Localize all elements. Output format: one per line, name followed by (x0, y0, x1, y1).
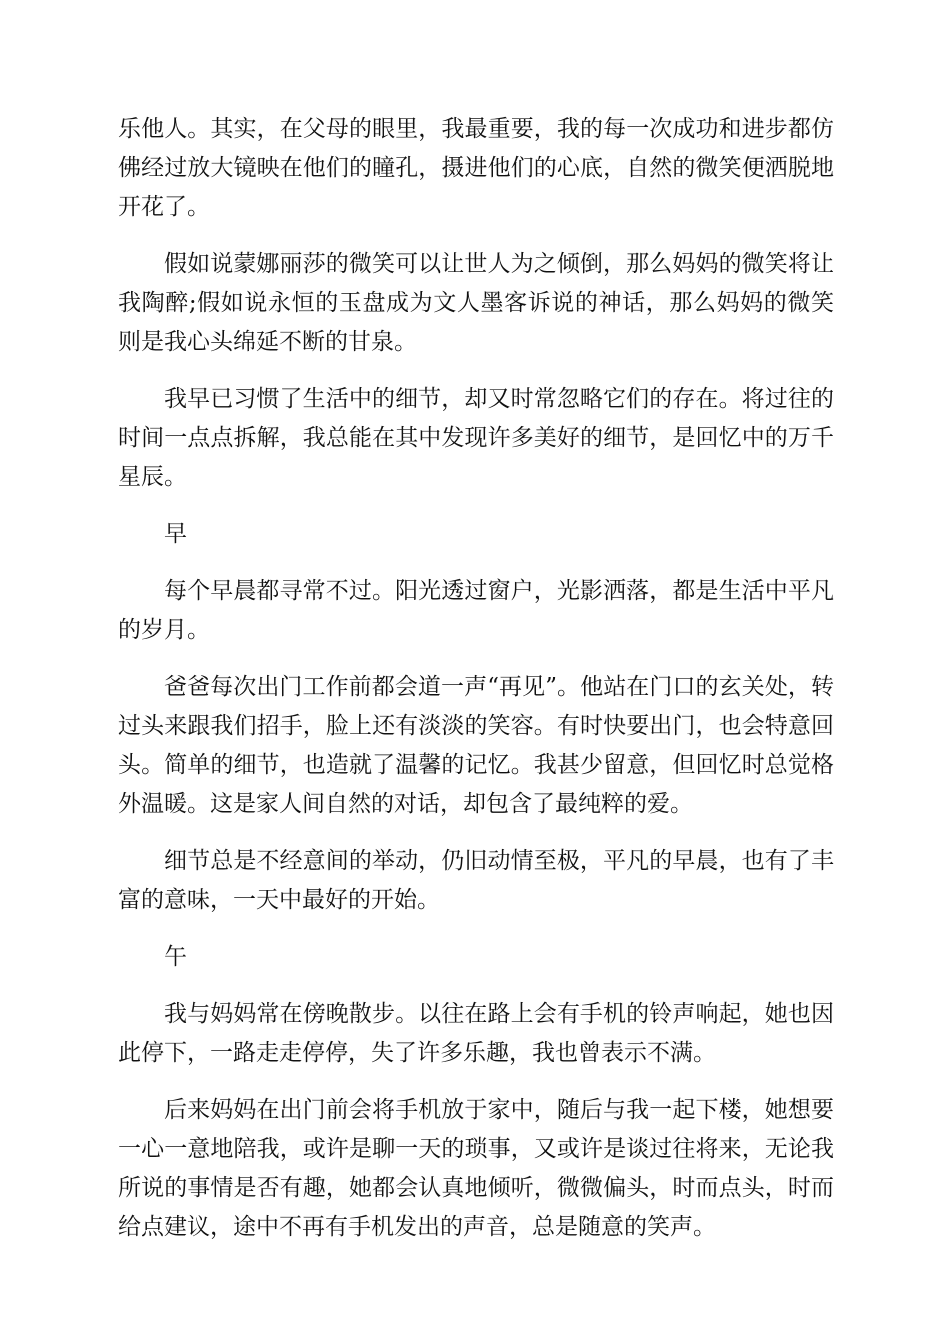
section-heading: 午 (164, 944, 187, 970)
paragraph: 后来妈妈在出门前会将手机放于家中，随后与我一起下楼，她想要一心一意地陪我，或许是聊一天的琐事，又或许是谈过往将来，无论我所说的事情是否有趣，她都会认真地倾听，微微偏头，时而点头，时而给点建议，途中不再有手机发出的声音，总是随意的笑声。 (118, 1097, 834, 1240)
section-heading: 早 (164, 521, 187, 547)
paragraph: 乐他人。其实，在父母的眼里，我最重要，我的每一次成功和进步都仿佛经过放大镜映在他们的瞳孔，摄进他们的心底，自然的微笑便洒脱地开花了。 (118, 116, 834, 220)
paragraph: 细节总是不经意间的举动，仍旧动情至极，平凡的早晨，也有了丰富的意味，一天中最好的开始。 (118, 848, 834, 913)
paragraph: 每个早晨都寻常不过。阳光透过窗户，光影洒落，都是生活中平凡的岁月。 (118, 578, 834, 643)
document-body (118, 110, 834, 1265)
paragraph: 我与妈妈常在傍晚散步。以往在路上会有手机的铃声响起，她也因此停下，一路走走停停，失了许多乐趣，我也曾表示不满。 (118, 1001, 834, 1066)
paragraph: 假如说蒙娜丽莎的微笑可以让世人为之倾倒，那么妈妈的微笑将让我陶醉;假如说永恒的玉盘成为文人墨客诉说的神话，那么妈妈的微笑则是我心头绵延不断的甘泉。 (118, 251, 834, 355)
paragraph: 爸爸每次出门工作前都会道一声“再见”。他站在门口的玄关处，转过头来跟我们招手，脸上还有淡淡的笑容。有时快要出门，也会特意回头。简单的细节，也造就了温馨的记忆。我甚少留意，但回忆时总觉格外温暖。这是家人间自然的对话，却包含了最纯粹的爱。 (118, 674, 834, 817)
paragraph: 我早已习惯了生活中的细节，却又时常忽略它们的存在。将过往的时间一点点拆解，我总能在其中发现许多美好的细节，是回忆中的万千星辰。 (118, 386, 834, 490)
